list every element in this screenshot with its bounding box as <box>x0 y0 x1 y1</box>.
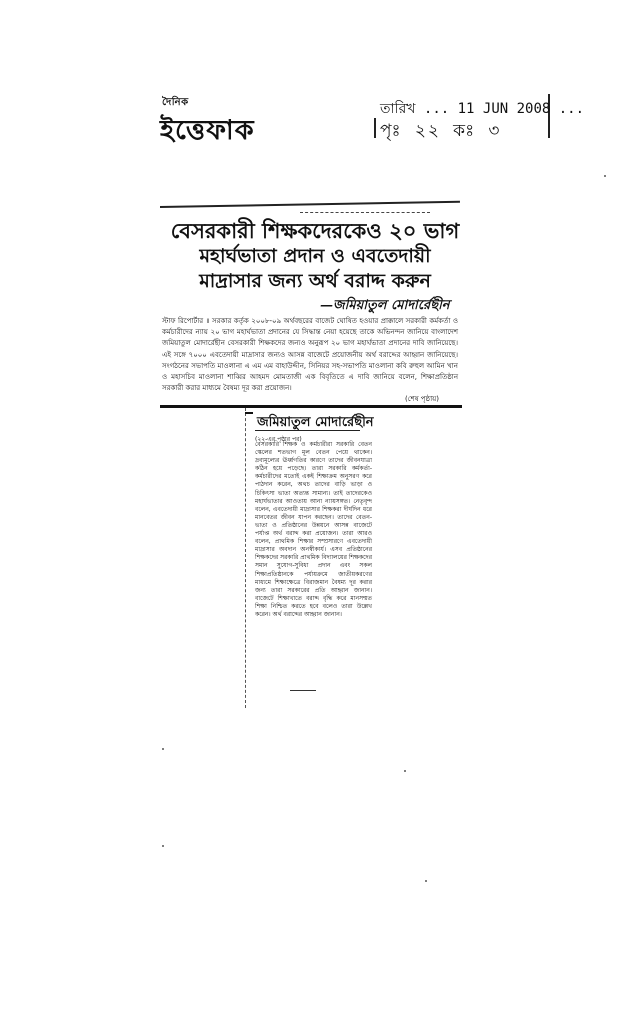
headline-line-2: মহার্ঘভাতা প্রদান ও এবতেদায়ী <box>199 245 431 267</box>
continuation-title: জমিয়াতুল মোদার্রেছীন <box>257 415 374 430</box>
continuation-body: বেসরকারি শিক্ষক ও কর্মচারীরা সরকারি বেতন স্কেলের শতভাগ মূল বেতন পেয়ে থাকেন। দ্রব্যমূল্যের ঊর্ধ্বগতির কারণে তাদের জীবনযাত্রা কঠিন হয়ে পড়েছে। তারা সরকারি কর্মকর্তা-কর্মচারীদের মতোই একই শিক্ষাক্রম অনুসরণ করে পাঠদান করেন, অথচ তাদের বাড়ি ভাড়া ও চিকিৎসা ভাতা অত্যন্ত সামান্য। তাই তাদেরকেও মহার্ঘভাতার আওতায় আনা ন্যায়সঙ্গত। নেতৃবৃন্দ বলেন, এবতেদায়ী মাদ্রাসার শিক্ষকরা দীর্ঘদিন ধরে মানবেতর জীবন যাপন করছেন। তাদের বেতন-ভাতা ও প্রতিষ্ঠানের উন্নয়নে আসন্ন বাজেটে পর্যাপ্ত অর্থ বরাদ্দ করা প্রয়োজন। তারা আরও বলেন, প্রাথমিক শিক্ষার সম্প্রসারণে এবতেদায়ী মাদ্রাসার অবদান অনস্বীকার্য। এসব প্রতিষ্ঠানের শিক্ষকদের সরকারি প্রাথমিক বিদ্যালয়ের শিক্ষকদের সমান সুযোগ-সুবিধা প্রদান এবং সকল শিক্ষাপ্রতিষ্ঠানকে পর্যায়ক্রমে জাতীয়করণের মাধ্যমে শিক্ষাক্ষেত্রে বিরাজমান বৈষম্য দূর করার জন্য তারা সরকারের প্রতি আহ্বান জানান। বাজেটে শিক্ষাখাতে বরাদ্দ বৃদ্ধি করে মানসম্মত শিক্ষা নিশ্চিত করতে হবে বলেও তারা উল্লেখ করেন। অর্থ বরাদ্দের আহ্বান জানান। <box>255 441 372 618</box>
column-divider <box>245 408 246 708</box>
headline-line-3: মাদ্রাসার জন্য অর্থ বরাদ্দ করুন <box>199 270 431 292</box>
newspaper-label: দৈনিক <box>162 97 189 108</box>
newspaper-logo: ইত্তেফাক <box>160 115 255 146</box>
scan-speck <box>404 770 406 772</box>
article-headline <box>150 218 480 294</box>
article-end-rule <box>290 690 316 691</box>
continuation-title-rule <box>255 430 360 431</box>
article-lead-paragraph: স্টাফ রিপোর্টার ॥ সরকার কর্তৃক ২০০৮-০৯ অর্থবছরের বাজেট ঘোষিত হওয়ার প্রাক্কালে সরকারী কর্মকর্তা ও কর্মচারীদের ন্যায় ২০ ভাগ মহার্ঘভাতা প্রদানের যে সিদ্ধান্ত নেয়া হয়েছে তাকে অভিনন্দন জানিয়ে বাংলাদেশ জমিয়াতুল মোদার্রেছীন বেসরকারী শিক্ষকদের জন্যও অনুরূপ ২০ ভাগ মহার্ঘভাতা প্রদানের দাবি জানিয়েছে। এই সঙ্গে ৭০০০ এবতেদায়ী মাদ্রাসার জন্যও আসন্ন বাজেটে প্রয়োজনীয় অর্থ বরাদ্দের আহ্বান জানিয়েছে। সংগঠনের সভাপতি মাওলানা এ এম এম বাহাউদ্দীন, সিনিয়র সহ-সভাপতি মাওলানা কবি রুহুল আমিন খান ও মহাসচিব মাওলানা শাব্বির আহমদ মোমতাজী এক বিবৃতিতে এ দাবি জানিয়ে বলেন, শিক্ষাপ্রতিষ্ঠান সরকারী করার মাধ্যমে বৈষম্য দূর করা প্রয়োজন। <box>162 317 458 393</box>
scan-speck <box>162 845 164 847</box>
clipping-top-rule <box>160 201 460 208</box>
clipping-top-dash <box>300 212 430 213</box>
scan-speck <box>604 175 606 177</box>
scan-speck <box>425 880 427 882</box>
continuation-dateline: (২২-এর পৃষ্ঠার পর) <box>255 436 302 443</box>
article-continued-note: (শেষ পৃষ্ঠায়) <box>405 395 439 403</box>
scan-speck <box>162 748 164 750</box>
article-byline: —জমিয়াতুল মোদার্রেছীন <box>320 298 450 313</box>
section-separator-rule <box>160 405 462 408</box>
headline-line-1: বেসরকারী শিক্ষকদেরকেও ২০ ভাগ <box>170 218 460 243</box>
date-stamp-page-column: পৃঃ ২২ কঃ ৩ <box>380 121 502 141</box>
date-stamp-bracket-left <box>374 118 379 138</box>
column-divider-tick <box>245 408 253 414</box>
date-stamp-date: তারিখ ... 11 JUN 2008 ... <box>380 101 585 117</box>
